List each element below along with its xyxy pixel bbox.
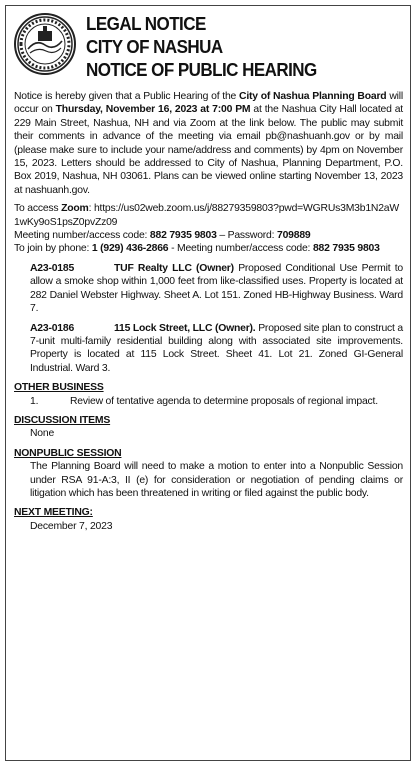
agenda-item [30, 322, 403, 376]
item-description: Proposed Conditional Use Permit to allow a smoke shop within 1,000 feet from like-classified uses. Property is located at 282 Daniel Webster Highway. Sheet A. Lot 151. Zoned HB-Highway Business. Ward 7. [30, 262, 403, 315]
zoom-label: Zoom [61, 203, 89, 215]
other-business-item [30, 395, 403, 408]
zoom-text-1: To access [14, 203, 62, 215]
zoom-text-3: Meeting number/access code: [14, 230, 150, 242]
zoom-phone-number: 1 (929) 436-2866 [91, 243, 169, 255]
zoom-link-line [14, 202, 403, 229]
nonpublic-heading: NONPUBLIC SESSION [14, 447, 122, 459]
title-public-hearing: NOTICE OF PUBLIC HEARING [86, 59, 317, 80]
other-business-number: 1. [30, 395, 39, 407]
item-owner: 115 Lock Street, LLC (Owner). [114, 322, 256, 334]
intro-board-name: City of Nashua Planning Board [239, 91, 387, 102]
item-description: Proposed site plan to construct a 7-unit multi-family residential building along with associated site improvements. Property is located at 115 Lock Street. Sheet 41. Lot 21. Zoned GI-General Industrial. Ward 3. [30, 322, 403, 374]
zoom-text-6: - Meeting number/access code: [168, 243, 313, 255]
title-city: CITY OF NASHUA [86, 36, 223, 57]
intro-text-3: at the Nashua City Hall located at 229 Main Street, Nashua, NH and via Zoom at the link below. The public may submit their comments in advance of the meeting via email pb@nashuanh.gov or by mail (please make sure to include your name/address and comments) by 4pm on November 15, 2023. Letters should be addressed to City of Nashua, Planning Department, P.O. Box 2019, Nashua, NH 03061. Plans can be viewed online starting November 13, 2023 at nashuanh.gov. [14, 104, 403, 196]
agenda-item [30, 262, 403, 316]
next-meeting-heading: NEXT MEETING: [14, 507, 93, 519]
intro-text-2: will occur on [14, 91, 403, 116]
zoom-url[interactable]: : https://us02web.zoom.us/j/88279359803?pwd=WGRUs3M3b1N2aW1wKy9oS1psZ0pvZz09 [14, 203, 399, 228]
discussion-text: None [30, 428, 55, 440]
zoom-phone-access-code: 882 7935 9803 [312, 243, 380, 255]
notice-titles [86, 12, 337, 81]
zoom-text-5: To join by phone: [14, 243, 92, 255]
zoom-text-4: – Password: [216, 230, 278, 242]
intro-paragraph [14, 90, 403, 197]
city-seal-icon [14, 13, 76, 75]
other-business-text: Review of tentative agenda to determine proposals of regional impact. [70, 395, 378, 407]
zoom-meeting-number: 882 7935 9803 [149, 230, 217, 242]
item-owner: TUF Realty LLC (Owner) [114, 262, 234, 274]
discussion-heading: DISCUSSION ITEMS [14, 414, 111, 426]
zoom-info [14, 202, 403, 256]
item-code: A23-0185 [30, 262, 75, 274]
intro-text-1: Notice is hereby given that a Public Hearing of the [14, 91, 240, 102]
notice-header [14, 12, 403, 90]
zoom-phone-line [14, 242, 403, 255]
other-business-heading: OTHER BUSINESS [14, 382, 104, 394]
next-meeting-date: December 7, 2023 [30, 520, 113, 532]
city-seal-graphic [16, 15, 74, 73]
legal-notice [5, 5, 411, 761]
item-code: A23-0186 [30, 322, 75, 334]
zoom-password: 709889 [277, 230, 311, 242]
intro-meeting-date: Thursday, November 16, 2023 at 7:00 PM [55, 104, 251, 116]
nonpublic-text: The Planning Board will need to make a motion to enter into a Nonpublic Session under RSA 91-A:3, II (e) for consideration or negotiation of pending claims or litigation which has been threatened in writing or filed against the public body. [30, 461, 403, 499]
zoom-meeting-line [14, 229, 403, 242]
title-legal-notice: LEGAL NOTICE [86, 13, 206, 34]
